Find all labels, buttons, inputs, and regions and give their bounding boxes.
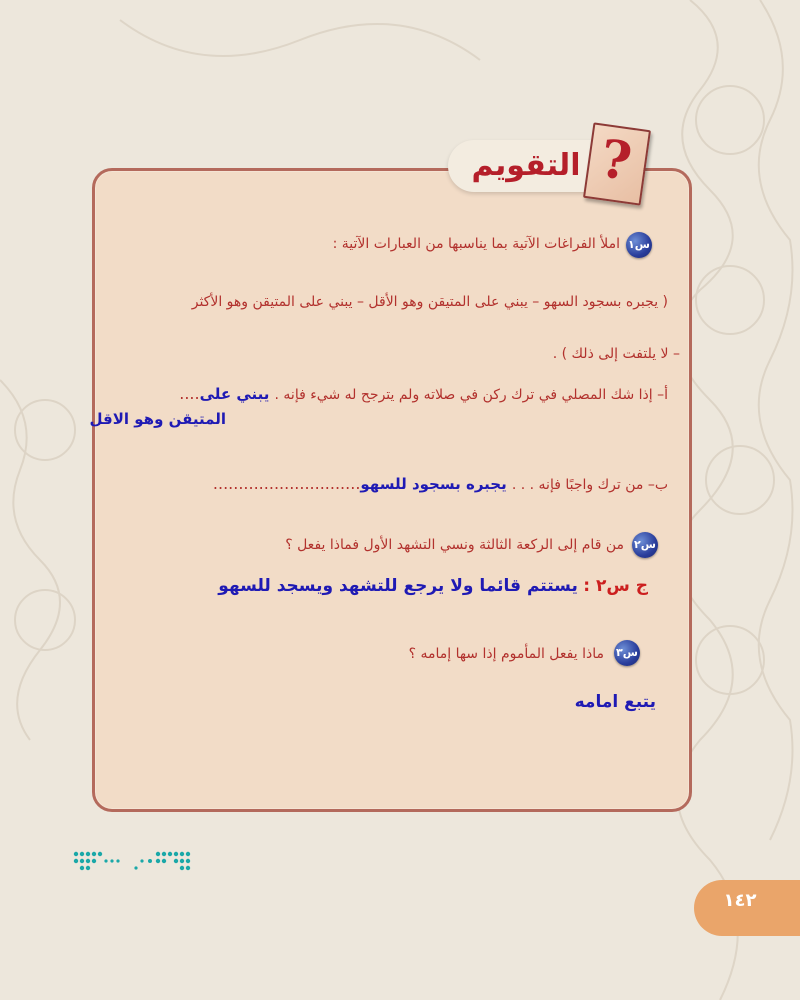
q1-item-a-answer: يبني على bbox=[199, 385, 270, 403]
q2-answer-line bbox=[218, 576, 648, 596]
q3-answer: يتبع امامه bbox=[574, 692, 656, 712]
q1-item-a-answer-continued: المتيقن وهو الاقل bbox=[89, 410, 226, 428]
page-number: ١٤٢ bbox=[723, 890, 757, 911]
q2-answer: يستتم قائما ولا يرجع للتشهد ويسجد للسهو bbox=[218, 576, 578, 596]
question-badge-1: س١ bbox=[626, 232, 652, 258]
question-mark-icon: ? bbox=[596, 128, 636, 193]
question-badge-2: س٢ bbox=[632, 532, 658, 558]
q1-item-b-answer: يجبره بسجود للسهو bbox=[360, 475, 507, 493]
q1-item-a-dots: .... bbox=[179, 384, 200, 403]
q1-item-b-dots: ............................. bbox=[212, 474, 361, 493]
q1-options-line2: – لا يلتفت إلى ذلك ) . bbox=[552, 346, 680, 362]
q1-item-a-text: أ– إذا شك المصلي في ترك ركن في صلاته ولم يترجح له شيء فإنه . bbox=[274, 387, 668, 403]
section-title: التقويم bbox=[471, 148, 581, 183]
section-header bbox=[448, 122, 648, 202]
q1-prompt: املأ الفراغات الآتية بما يناسبها من العبارات الآتية : bbox=[332, 236, 620, 252]
q2-answer-label: ج س٢ : bbox=[583, 576, 648, 596]
q2-prompt: من قام إلى الركعة الثالثة ونسي التشهد الأول فماذا يفعل ؟ bbox=[285, 537, 624, 553]
q3-prompt: ماذا يفعل المأموم إذا سها إمامه ؟ bbox=[408, 646, 604, 662]
ministry-dots-logo-icon bbox=[72, 846, 196, 878]
q1-item-b bbox=[213, 474, 668, 493]
q1-options-line1: ( يجبره بسجود السهو – يبني على المتيقن وهو الأقل – يبني على المتيقن وهو الأكثر bbox=[191, 294, 668, 310]
q1-item-b-text: ب– من ترك واجبًا فإنه . . . bbox=[511, 477, 668, 493]
question-badge-3: س٣ bbox=[614, 640, 640, 666]
q1-item-a bbox=[179, 384, 668, 403]
